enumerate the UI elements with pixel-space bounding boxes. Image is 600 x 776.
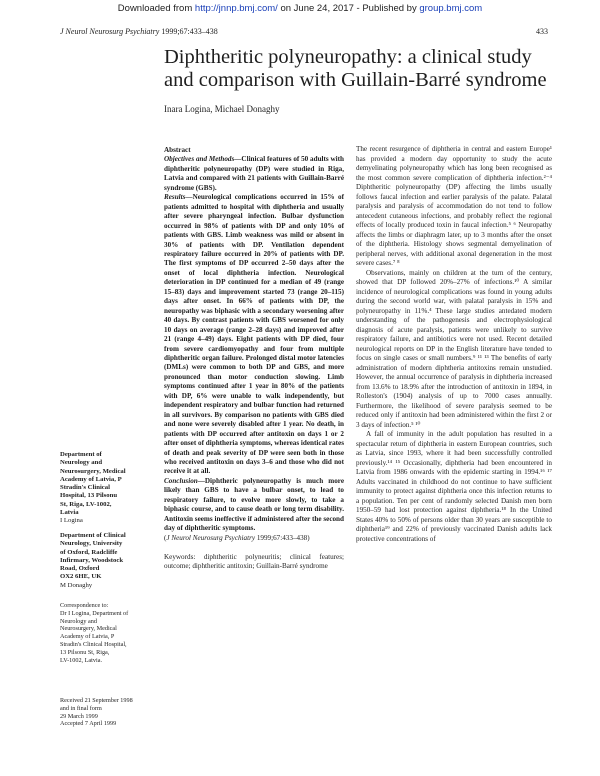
abstract-results	[164, 193, 344, 477]
correspondence-block	[60, 602, 152, 664]
keywords: Keywords: diphtheritic polyneuritis; clinical features; outcome; diphtheritic antitoxin; Guillain-Barré syndrome	[164, 553, 344, 571]
affiliation-riga-line: Hospital, 13 Pilsonu	[60, 492, 118, 500]
conclusion-label: Conclusion—	[164, 476, 205, 485]
citation-ref: 1999;67:433–438)	[256, 533, 310, 542]
correspondence-line: 13 Pilsonu St, Riga,	[60, 648, 110, 656]
article-title: Diphtheritic polyneuropathy: a clinical study and comparison with Guillain-Barré syndrome	[164, 46, 547, 91]
date-line: 29 March 1999	[60, 712, 98, 720]
journal-url-link[interactable]: http://jnnp.bmj.com/	[194, 3, 278, 14]
correspondence-line: LV-1002, Latvia.	[60, 656, 102, 664]
affiliation-riga-line: Neurology and	[60, 459, 103, 467]
correspondence-line: Academy of Latvia, P	[60, 633, 115, 641]
date-line: Received 21 September 1998	[60, 697, 133, 704]
affiliation-oxford-line: Department of Clinical	[60, 532, 126, 539]
affiliation-riga-line: Stradin's Clinical	[60, 484, 110, 492]
publisher-link[interactable]: group.bmj.com	[419, 3, 483, 14]
affiliation-oxford-line: OX2 6HE, UK	[60, 573, 102, 581]
objectives-text: Clinical features of 50 adults with diphtheritic polyneuropathy (DP) were studied in Riga, Latvia and compared with 21 patients with Guillain-Barré syndrome (GBS).	[164, 155, 344, 192]
objectives-label: Objectives and Methods—	[164, 155, 242, 164]
affiliation-riga-line: Neurosurgery, Medical	[60, 467, 126, 475]
received-dates	[60, 697, 152, 728]
download-banner	[0, 3, 600, 14]
citation-journal: J Neurol Neurosurg Psychiatry	[166, 533, 256, 542]
abstract-objectives	[164, 155, 344, 193]
affiliation-riga-line: Academy of Latvia, P	[60, 475, 122, 483]
journal-name: J Neurol Neurosurg Psychiatry	[60, 27, 160, 36]
affiliation-riga	[60, 451, 152, 526]
affiliation-riga-line: Latvia	[60, 509, 79, 517]
correspondence-line: Neurosurgery, Medical	[60, 625, 117, 633]
correspondence-line: Correspondence to:	[60, 602, 109, 609]
body-text	[356, 145, 552, 544]
abstract-citation: (J Neurol Neurosurg Psychiatry 1999;67:433–438)	[164, 533, 310, 542]
affiliation-riga-line: Department of	[60, 451, 102, 458]
banner-prefix: Downloaded from	[117, 3, 193, 14]
date-line: and in final form	[60, 704, 102, 712]
results-label: Results—	[164, 193, 193, 202]
abstract	[164, 146, 344, 572]
page-number: 433	[536, 27, 548, 36]
affiliation-oxford	[60, 532, 152, 590]
body-paragraph: A fall of immunity in the adult population has resulted in a spectacular return of diphtheria in eastern European countries, such as Latvia, since 1993, where it had been successfully controlled previously.¹⁴ ¹⁵ Occasionally, diphtheria had been encountered in Latvia from 1986 onwards with the epidemic starting in 1994.¹⁶ ¹⁷ Adults vaccinated in childhood do not continue to have sufficient immunity to protect against diphtheria once this infection returns to a population. Ten per cent of randomly selected Danish men born 1950–59 had lost protection against diphtheria.¹⁸ In the United States 40% to 50% of persons older than 30 years are susceptible to diphtheria¹⁹ and 22% of previously vaccinated Danish adults lack protective concentrations of	[356, 430, 552, 543]
date-line: Accepted 7 April 1999	[60, 720, 117, 728]
journal-citation: 1999;67:433–438	[161, 27, 218, 36]
running-head	[60, 27, 218, 36]
abstract-conclusion	[164, 477, 344, 534]
correspondence-line: Neurology and	[60, 617, 97, 625]
banner-date: on June 24, 2017 - Published by	[280, 3, 417, 14]
body-paragraph: The recent resurgence of diphtheria in central and eastern Europe¹ has provided a modern day opportunity to study the acute demyelinating polyneuropathy which has long been recognised as the most common severe complication of diphtheria infection.²⁻⁴ Diphtheritic polyneuropathy (DP) affecting the limbs usually follows faucal infection and earlier paralysis of the palate. Palatal paralysis and paralysis of accommodation do not tend to follow antecedent cutaneous infections, and probably reflect the regional effects of locally produced toxin in faucal infection.⁵ ⁶ Neuropathy affects the limbs or diaphragm later, up to 3 months after the onset of the diphtheria. Histology shows segmental demyelination of peripheral nerves, with additional axonal degeneration in the most severe cases.⁷ ⁸	[356, 145, 552, 267]
author-list: Inara Logina, Michael Donaghy	[164, 104, 280, 114]
affiliation-oxford-line: Neurology, University	[60, 540, 123, 548]
conclusion-text: Diphtheric polyneuropathy is much more likely than GBS to have a bulbar onset, to lead to respiratory failure, to evolve more slowly, to take a biphasic course, and to cause death or long term disability. Antitoxin seems ineffective if administered after the second day of diphtheritic symptoms.	[164, 476, 344, 533]
results-text: Neurological complications occurred in 15% of patients admitted to hospital with diphtheria and usually after severe pharyngeal infection. Bulbar dysfunction occurred in 98% of patients with DP and only 10% of patients with GBS. Limb weakness was mild or absent in 30% of patients with DP. Ventilation dependent respiratory failure occurred in 20% of patients with DP. The first symptoms of DP occurred 2–50 days after the onset of local diphtheria infection. Neurological deterioration in DP continued for a median of 49 (range 15–83) days and improvement started 73 (range 20–115) days after onset. In 66% of patients with DP, the neuropathy was biphasic with a secondary worsening after 40 days. By contrast patients with GBS worsened for only 10 days on average (range 2–28 days) and improved after 21 (range 4–49) days. Eight patients with DP died, four from severe cardiomyopathy and four from multiple diphtheritic organ failure. Prolonged distal motor latencies (DMLs) were common to both DP and GBS, and more pronounced than motor conduction slowing. Limb symptoms continued after 1 year in 80% of the patients with DP, 6% were unable to walk independently, but independent respiratory and bulbar function had returned in all survivors. By comparison no patients with GBS died and none were severely disabled after 1 year. No death, in patients with DP occurred after antitoxin on days 1 or 2 after onset of diphtheria symptoms, whereas identical rates of death and peak severity of DP were seen both in those who received antitoxin on days 3–6 and those who did not receive it at all.	[164, 193, 344, 476]
affiliation-riga-author: I Logina	[60, 517, 83, 525]
affiliation-oxford-line: Road, Oxford	[60, 565, 100, 573]
correspondence-line: Stradin's Clinical Hospital,	[60, 640, 127, 648]
affiliation-riga-line: St, Riga, LV-1002,	[60, 500, 112, 508]
correspondence-line: Dr I Logina, Department of	[60, 609, 129, 617]
affiliation-oxford-line: Infirmary, Woodstock	[60, 556, 124, 564]
affiliation-oxford-author: M Donaghy	[60, 581, 93, 589]
body-paragraph: Observations, mainly on children at the turn of the century, showed that DP followed 20%–27% of infections.¹⁰ A similar incidence of neurological complications was found in young adults during the second world war, with palatal paralysis in 15% and polyneuropathy in 11%.⁴ These large studies antedated modern understanding of the pathogenesis and electrophysiological diagnosis of acute paralysis, patients were unlikely to survive respiratory failure, and antibiotics were not used. Recent detailed neurological reports on DP in the English literature have tended to focus on single cases or small numbers.⁹ ¹¹ ¹³ The benefits of early administration of modern diphtheria antitoxins remain unstudied. However, the annual occurrence of paralysis in diphtheria increased from 13.6% to 18.9% after the introduction of antitoxin in 1894, in Rolleston's (1904) analysis of up to 7000 cases annually. Furthermore, the likelihood of severe paralysis seemed to be reduced only if antitoxin had been administered within the first 2 or 3 days of infection.⁵ ¹⁰	[356, 268, 552, 429]
affiliation-oxford-line: of Oxford, Radcliffe	[60, 548, 118, 556]
abstract-heading: Abstract	[164, 146, 191, 154]
